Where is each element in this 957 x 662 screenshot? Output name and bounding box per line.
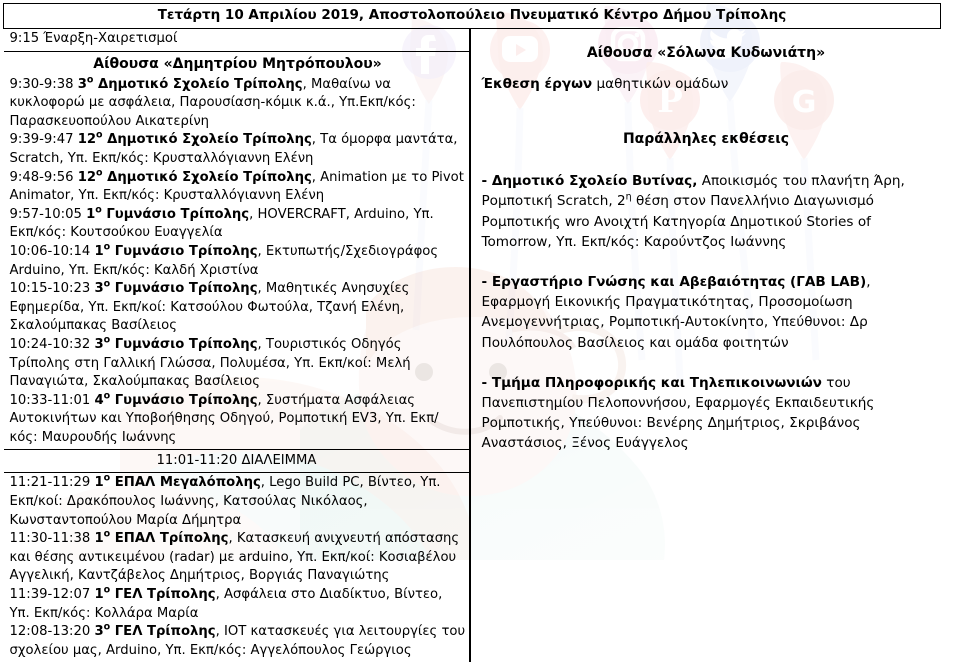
entry-school-name: Γυμνάσιο Τρίπολης (110, 337, 257, 352)
parallel-exhibition-detail: , Εφαρμογή Εικονικής Πραγματικότητας, Προσομοίωση Ανεμογεννήτριας, Ρομποτική-Αυτοκίνητο, Υπεύθυνοι: Δρ Πουλόπουλος Βασίλειος και ομάδα φοιτητών (481, 274, 870, 351)
exhibition-rest: μαθητικών ομάδων (592, 76, 728, 92)
entry-school (78, 77, 303, 92)
entry-school-ordinal-suffix: ο (104, 390, 111, 401)
entry-school-number: 1 (94, 587, 103, 602)
schedule-entry (10, 206, 466, 243)
ordinal-suffix: η (626, 192, 632, 203)
spacer (481, 151, 930, 171)
entry-detail: , Κατασκευή ανιχνευτή απόστασης και θέσης αντικειμένου (radar) με arduino, Υπ. Εκπ/κοί: Κοσιαβέλου Αγγελική, Καντζάβελος Δημήτριος, Βοργιάς Παναγιώτης (10, 531, 460, 583)
entry-time: 11:30-11:38 (10, 531, 95, 546)
entry-school-ordinal-suffix: ο (104, 622, 111, 633)
entry-school-number: 1 (94, 244, 103, 259)
entry-time: 9:30-9:38 (10, 77, 78, 92)
spacer (481, 252, 930, 272)
entry-school (94, 337, 257, 352)
entry-school-number: 3 (94, 337, 103, 352)
table-header-row (4, 4, 941, 29)
left-entry-list-2 (10, 474, 466, 660)
schedule-entry (10, 530, 466, 586)
schedule-entry (10, 280, 466, 336)
entry-time: 9:57-10:05 (10, 207, 87, 222)
entry-school-ordinal-suffix: ο (104, 529, 111, 540)
document-page (3, 3, 941, 662)
entry-school-name: ΕΠΑΛ Τρίπολης (110, 531, 228, 546)
entry-school-ordinal-suffix: ο (87, 74, 94, 85)
entry-detail: , Animation με το Pivot Animator, Υπ. Εκπ/κός: Κρυσταλλόγιαννη Ελένη (10, 170, 464, 204)
spacer (481, 94, 930, 128)
table-body-row (4, 29, 941, 662)
entry-detail: , Τα όμορφα μαντάτα, Scratch, Υπ. Εκπ/κός: Κρυσταλλόγιαννη Ελένη (10, 132, 458, 166)
entry-detail: , Μαθαίνω να κυκλοφορώ με ασφάλεια, Παρουσίαση-κόμικ κ.ά., Υπ.Εκπ/κός: Παρασκευοπούλου Αικατερίνη (10, 77, 416, 129)
parallel-exhibition-detail-cont: θέση στον Πανελλήνιο Διαγωνισμό Ρομποτικής wro Ανοιχτή Κατηγορία Δημοτικού Stories of Tomorrow, Υπ. Εκπ/κός: Καρούντζος Ιωάννης (481, 193, 873, 249)
entry-school-ordinal-suffix: ο (104, 335, 111, 346)
entry-time: 10:06-10:14 (10, 244, 95, 259)
entry-school (86, 207, 249, 222)
svg-text:G: G (792, 85, 817, 120)
entry-school-name: Γυμνάσιο Τρίπολης (110, 393, 257, 408)
schedule-entry (10, 243, 466, 280)
entry-school (94, 624, 215, 639)
entry-school-ordinal-suffix: ο (96, 167, 103, 178)
entry-school-ordinal-suffix: ο (95, 204, 102, 215)
schedule-entry (10, 336, 466, 392)
hall-and-program-row (4, 51, 470, 450)
entry-school-name: ΓΕΛ Τρίπολης (110, 587, 215, 602)
page-title: Τετάρτη 10 Απριλίου 2019, Αποστολοπούλειο Πνευματικό Κέντρο Δήμου Τρίπολης (4, 4, 941, 29)
break-text: 11:01-11:20 ΔΙΑΛΕΙΜΜΑ (157, 453, 317, 468)
exhibition-label: Έκθεση έργων (481, 76, 592, 92)
spacer (481, 65, 930, 74)
entry-school-number: 12 (78, 132, 96, 147)
schedule-entry (10, 474, 466, 530)
entry-school (94, 587, 215, 602)
opening-text: 9:15 Έναρξη-Χαιρετισμοί (10, 30, 466, 49)
entry-school (78, 132, 312, 147)
schedule-entry (10, 131, 466, 168)
entry-school-name: Γυμνάσιο Τρίπολης (110, 244, 257, 259)
entry-school-name: ΓΕΛ Τρίπολης (110, 624, 215, 639)
parallel-exhibition-title: - Δημοτικό Σχολείο Βυτίνας, (481, 173, 697, 189)
entry-school-name: ΕΠΑΛ Μεγαλόπολης (110, 475, 261, 490)
entry-school-number: 1 (94, 531, 103, 546)
parallel-exhibition-item (481, 171, 930, 252)
opening-row (4, 29, 470, 51)
parallel-exhibition-title: - Τμήμα Πληροφορικής και Τηλεπικοινωνιών (481, 375, 821, 391)
entry-detail: , Συστήματα Ασφάλειας Αυτοκινήτων και Υποβοήθησης Οδηγού, Ρομποτική EV3, Υπ. Εκπ/κός: Μαυρουδής Ιωάννης (10, 393, 439, 445)
schedule-entry (10, 76, 466, 132)
entry-school (94, 281, 257, 296)
entry-school-ordinal-suffix: ο (104, 585, 111, 596)
parallel-exhibition-list (481, 171, 930, 453)
parallel-exhibition-item (481, 373, 930, 454)
entry-school-number: 3 (94, 624, 103, 639)
entry-school-name: Δημοτικό Σχολείο Τρίπολης (103, 132, 312, 147)
spacer (481, 33, 930, 42)
entry-school (78, 170, 312, 185)
entry-detail: , Τουριστικός Οδηγός Τρίπολης στη Γαλλική Γλώσσα, Πολυμέσα, Υπ. Εκπ/κοί: Μελή Παναγιώτα, Σκαλούμπακας Βασίλειος (10, 337, 411, 389)
right-hall-title: Αίθουσα «Σόλωνα Κυδωνιάτη» (481, 42, 930, 65)
entry-time: 11:39-12:07 (10, 587, 95, 602)
entry-detail: , IOT κατασκευές για λειτουργίες του σχολείου μας, Arduino, Υπ. Εκπ/κός: Αγγελόπουλος Γεώργιος (10, 624, 466, 658)
entry-school-number: 1 (94, 475, 103, 490)
entry-school-number: 3 (94, 281, 103, 296)
entry-school-name: Γυμνάσιο Τρίπολης (102, 207, 249, 222)
entry-school-name: Δημοτικό Σχολείο Τρίπολης (93, 77, 302, 92)
entry-school (94, 531, 228, 546)
parallel-exhibition-detail: Αποικισμός του πλανήτη Άρη, Ρομποτική Scratch, 2 (481, 173, 904, 209)
parallel-exhibition-detail: του Πανεπιστημίου Πελοποννήσου, Εφαρμογές Εκπαιδευτικής Ρομποτικής, Υπεύθυνοι: Βενέρης Δημήτριος, Σκριβάνος Αναστάσιος, Ξένος Ευάγγελος (481, 375, 874, 452)
entry-school (94, 393, 257, 408)
entry-school (94, 475, 260, 490)
entry-detail: , Εκτυπωτής/Σχεδιογράφος Arduino, Υπ. Εκπ/κός: Καλδή Χριστίνα (10, 244, 439, 278)
entry-school-ordinal-suffix: ο (104, 279, 111, 290)
entry-school-number: 3 (78, 77, 87, 92)
entry-time: 11:21-11:29 (10, 475, 95, 490)
schedule-table (3, 3, 941, 662)
break-row (4, 450, 470, 473)
spacer (481, 353, 930, 373)
schedule-entry (10, 586, 466, 623)
entry-school (94, 244, 257, 259)
parallel-exhibition-title: - Εργαστήριο Γνώσης και Αβεβαιότητας (ΓΑΒ LAB) (481, 274, 866, 290)
entry-school-name: Γυμνάσιο Τρίπολης (110, 281, 257, 296)
entry-time: 10:24-10:32 (10, 337, 95, 352)
afternoon-program-row (4, 473, 470, 662)
entry-time: 9:39-9:47 (10, 132, 78, 147)
entry-school-ordinal-suffix: ο (104, 242, 111, 253)
parallel-exhibition-item (481, 272, 930, 353)
left-hall-title: Αίθουσα «Δημητρίου Μητρόπουλου» (10, 53, 466, 76)
schedule-entry (10, 623, 466, 660)
entry-detail: , HOVERCRAFT, Arduino, Υπ. Εκπ/κός: Κουτσούκου Ευαγγελία (10, 207, 434, 241)
entry-time: 12:08-13:20 (10, 624, 95, 639)
entry-school-number: 1 (86, 207, 95, 222)
schedule-entry (10, 169, 466, 206)
entry-time: 10:33-11:01 (10, 393, 95, 408)
entry-school-number: 12 (78, 170, 96, 185)
entry-detail: , Lego Build PC, Βίντεο, Υπ. Εκπ/κοί: Δρακόπουλος Ιωάννης, Κατσούλας Νικόλαος, Κωνσταντοπούλου Μαρία Δήμητρα (10, 475, 441, 527)
entry-school-name: Δημοτικό Σχολείο Τρίπολης (103, 170, 312, 185)
entry-detail: , Ασφάλεια στο Διαδίκτυο, Βίντεο, Υπ. Εκπ/κός: Κολλάρα Μαρία (10, 587, 443, 621)
entry-time: 9:48-9:56 (10, 170, 78, 185)
entry-time: 10:15-10:23 (10, 281, 95, 296)
entry-school-ordinal-suffix: ο (96, 130, 103, 141)
schedule-entry (10, 392, 466, 448)
entry-detail: , Μαθητικές Ανησυχίες Εφημερίδα, Υπ. Εκπ/κοί: Κατσούλου Φωτούλα, Τζανή Ελένη, Σκαλούμπακας Βασίλειος (10, 281, 410, 333)
right-column-cell (471, 29, 941, 662)
left-entry-list (10, 76, 466, 448)
exhibition-line (481, 74, 930, 94)
entry-school-number: 4 (94, 393, 103, 408)
left-column-cell (4, 29, 471, 662)
parallel-exhibitions-title: Παράλληλες εκθέσεις (481, 128, 930, 151)
svg-text:P: P (657, 81, 683, 121)
entry-school-ordinal-suffix: ο (104, 473, 111, 484)
